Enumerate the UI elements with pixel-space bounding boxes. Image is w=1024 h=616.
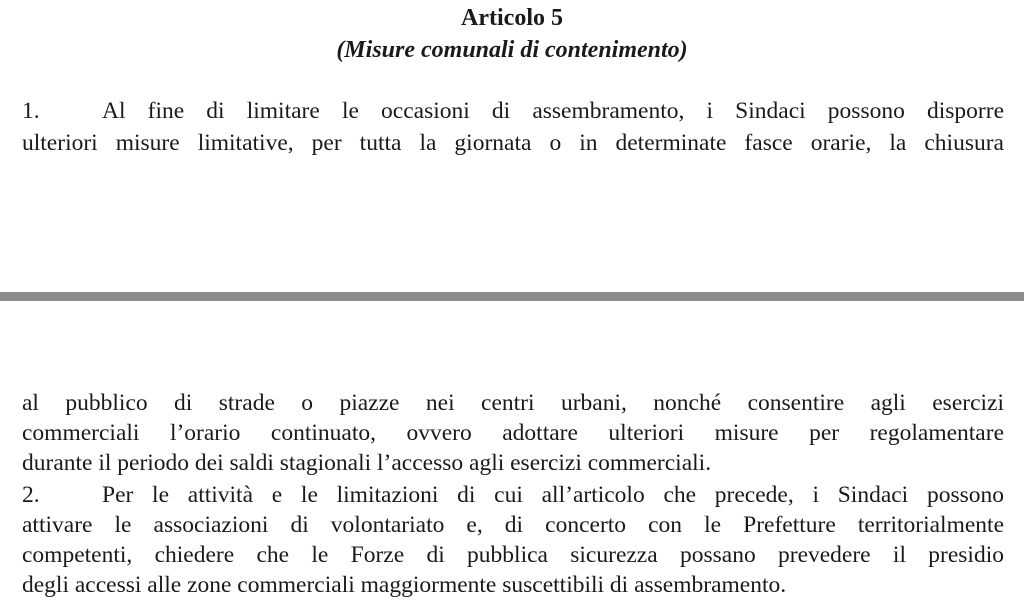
paragraph-2-line-3: competenti, chiedere che le Forze di pubblica sicurezza possano prevedere il presidio xyxy=(22,542,1004,568)
paragraph-2-number: 2. xyxy=(22,482,40,508)
paragraph-1-line-1-text: Al fine di limitare le occasioni di assembramento, i Sindaci possono disporre xyxy=(102,98,1004,124)
paragraph-1-line-1 xyxy=(22,96,1004,126)
paragraph-2-line-4: degli accessi alle zone commerciali maggiormente suscettibili di assembramento. xyxy=(22,572,787,598)
paragraph-1-number: 1. xyxy=(22,98,40,124)
paragraph-2-line-1 xyxy=(22,480,1004,510)
paragraph-1-line-2: ulteriori misure limitative, per tutta la giornata o in determinate fasce orarie, la chiusura xyxy=(22,130,1004,156)
continuation-line-2: commerciali l’orario continuato, ovvero adottare ulteriori misure per regolamentare xyxy=(22,420,1004,446)
article-subheading: (Misure comunali di contenimento) xyxy=(336,37,688,63)
article-heading: Articolo 5 xyxy=(461,5,563,31)
paragraph-2-line-2: attivare le associazioni di volontariato e, di concerto con le Prefetture territorialmente xyxy=(22,512,1004,538)
page-divider xyxy=(0,292,1024,301)
continuation-line-3: durante il periodo dei saldi stagionali l’accesso agli esercizi commerciali. xyxy=(22,450,712,476)
paragraph-2-line-1-text: Per le attività e le limitazioni di cui all’articolo che precede, i Sindaci possono xyxy=(102,482,1004,508)
continuation-line-1: al pubblico di strade o piazze nei centri urbani, nonché consentire agli esercizi xyxy=(22,390,1004,416)
